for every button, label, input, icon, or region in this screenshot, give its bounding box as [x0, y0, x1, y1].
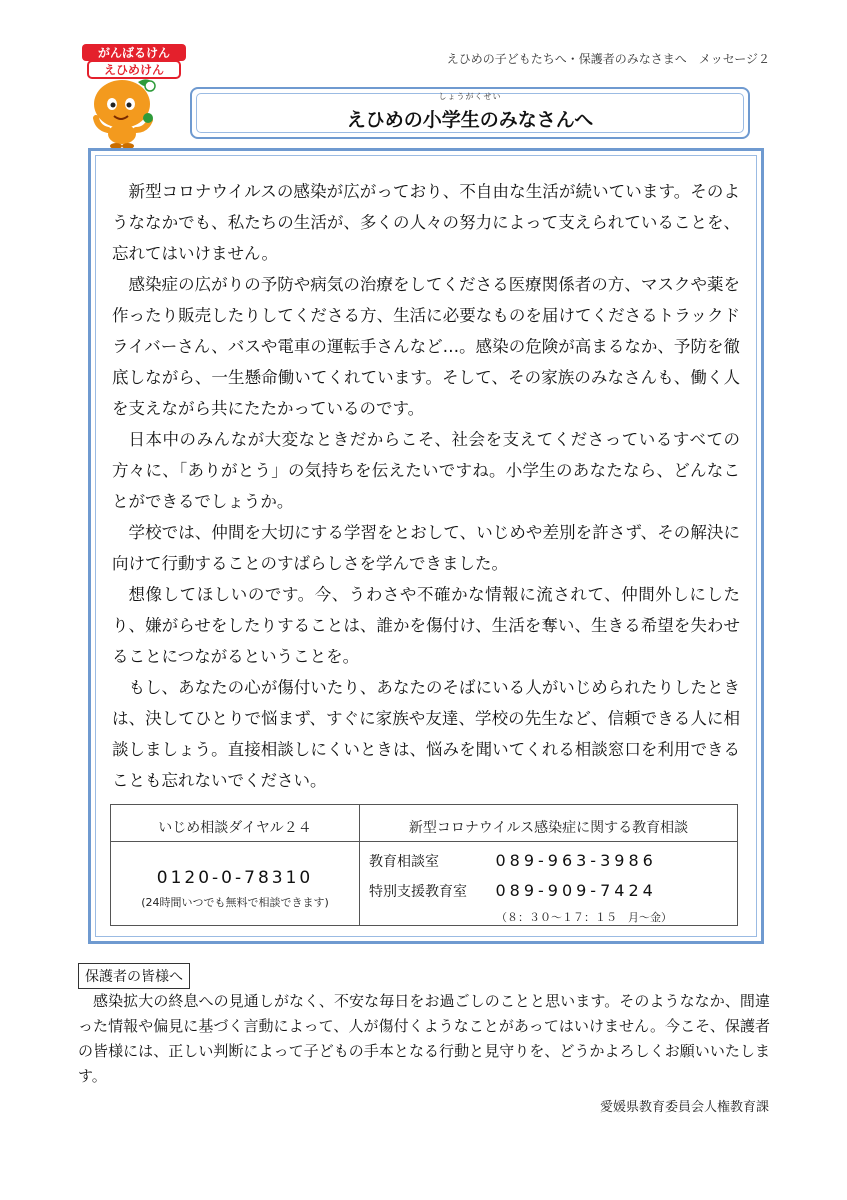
consult-label: 教育相談室 — [369, 854, 439, 870]
mascot-leaf-badge — [145, 81, 155, 91]
guardian-paragraph: 感染拡大の終息への見通しがなく、不安な毎日をお過ごしのことと思います。そのようななか、間違った情報や偏見に基づく言動によって、人が傷付くようなことがあってはいけません。今こそ、保護者の皆様には、正しい判断によって子どもの手本となる行動と見守りを、どうかよろしくお願いいたします。 — [78, 992, 770, 1085]
consult-row — [369, 851, 657, 871]
guardian-heading: 保護者の皆様へ — [78, 963, 190, 989]
body-paragraph: 学校では、仲間を大切にする学習をとおして、いじめや差別を許さず、その解決に向けて行動することのすばらしさを学んできました。 — [112, 523, 740, 573]
body-paragraph: 新型コロナウイルスの感染が広がっており、不自由な生活が続いています。そのようななかでも、私たちの生活が、多くの人々の努力によって支えられていることを、忘れてはいけません。 — [112, 182, 740, 263]
logo-text-top: がんばるけん — [97, 46, 171, 60]
body-paragraph: 感染症の広がりの予防や病気の治療をしてくださる医療関係者の方、マスクや薬を作ったり販売したりしてくださる方、生活に必要なものを届けてくださるトラックドライバーさん、バスや電車の運転手さんなど…。感染の危険が高まるなか、予防を徹底しながら、一生懸命働いてくれています。そして、その家族のみなさんも、働く人を支えながら共にたたかっているのです。 — [112, 275, 740, 418]
body-paragraph: 日本中のみんなが大変なときだからこそ、社会を支えてくださっているすべての方々に、「ありがとう」の気持ちを伝えたいですね。小学生のあなたなら、どんなことができるでしょうか。 — [112, 430, 740, 511]
bullying-dial-note: (24時間いつでも無料で相談できます) — [141, 896, 329, 909]
body-paragraph: もし、あなたの心が傷付いたり、あなたのそばにいる人がいじめられたりしたときは、決してひとりで悩まず、すぐに家族や友達、学校の先生など、信頼できる人に相談しましょう。直接相談しにくいときは、悩みを聞いてくれる相談窓口を利用できることも忘れないでください。 — [112, 678, 740, 790]
covid-consult-header: 新型コロナウイルス感染症に関する教育相談 — [408, 820, 689, 836]
message-body — [112, 176, 740, 796]
issuer-name: 愛媛県教育委員会人権教育課 — [599, 1100, 769, 1115]
bullying-dial-header: いじめ相談ダイヤル２４ — [158, 820, 312, 836]
consult-number[interactable]: 089-963-3986 — [495, 851, 657, 870]
body-paragraph: 想像してほしいのです。今、うわさや不確かな情報に流されて、仲間外しにしたり、嫌がらせをしたりすることは、誰かを傷付け、生活を奪い、生きる希望を失わせることにつながるということを。 — [112, 585, 740, 666]
bullying-dial-number[interactable]: 0120-0-78310 — [156, 868, 314, 888]
mascot-body — [108, 124, 136, 144]
page-title: えひめの小学生のみなさんへ — [346, 109, 594, 131]
table-divider-horizontal — [111, 841, 737, 842]
header-message: えひめの子どもたちへ・保護者のみなさまへ メッセージ２ — [446, 52, 770, 66]
mascot-head — [94, 80, 150, 128]
mascot-leaf-small — [143, 113, 153, 123]
consult-label: 特別支援教育室 — [369, 884, 467, 900]
consult-hours: （８：３０～１７：１５ 月～金） — [496, 911, 672, 924]
title-furigana: しょうがくせい — [438, 92, 502, 101]
mikyan-mascot-logo — [78, 40, 190, 152]
consult-row — [369, 881, 657, 901]
title-box — [190, 87, 750, 139]
guardian-message — [78, 989, 770, 1089]
consult-number[interactable]: 089-909-7424 — [495, 881, 657, 900]
contact-table — [110, 804, 738, 926]
logo-text-bottom: えひめけん — [103, 63, 165, 77]
